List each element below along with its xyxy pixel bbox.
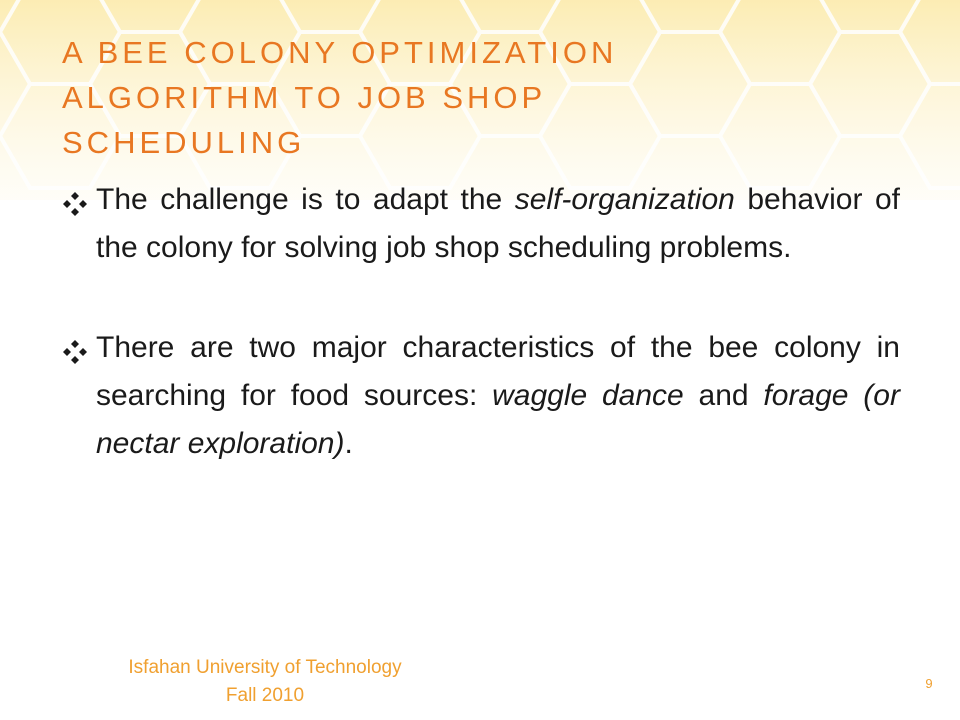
bullet-text-italic-run: waggle dance <box>492 379 684 412</box>
bullet-text-run: behavior of the colony for solving job shop scheduling problems. <box>96 183 900 264</box>
bullet-text-run: . <box>344 427 353 460</box>
footer-organization <box>60 654 470 710</box>
bullet-text-italic-run: self-organization <box>514 183 735 216</box>
diamond-bullet-icon <box>62 191 88 217</box>
footer-org-line: Isfahan University of Technology <box>128 657 402 678</box>
slide-title-line: ALGORITHM TO JOB SHOP <box>62 80 547 115</box>
bullet-text <box>96 183 900 264</box>
bullet-text-italic-run: forage (or nectar exploration) <box>96 379 900 460</box>
bullet-list <box>62 176 900 468</box>
diamond-bullet-icon <box>62 339 88 365</box>
bullet-item <box>62 324 900 468</box>
footer-date-line: Fall 2010 <box>225 685 305 706</box>
bullet-text-run: There are two major characteristics of the bee colony in searching for food sources: <box>96 331 900 412</box>
bullet-text-run: and <box>683 379 764 412</box>
slide-title <box>62 30 782 165</box>
slide-title-line: SCHEDULING <box>62 125 306 160</box>
bullet-text <box>96 331 900 460</box>
bullet-text-run: The challenge is to adapt the <box>96 183 515 216</box>
bullet-item <box>62 176 900 272</box>
page-number: 9 <box>925 676 933 691</box>
slide-title-line: A BEE COLONY OPTIMIZATION <box>62 35 618 70</box>
